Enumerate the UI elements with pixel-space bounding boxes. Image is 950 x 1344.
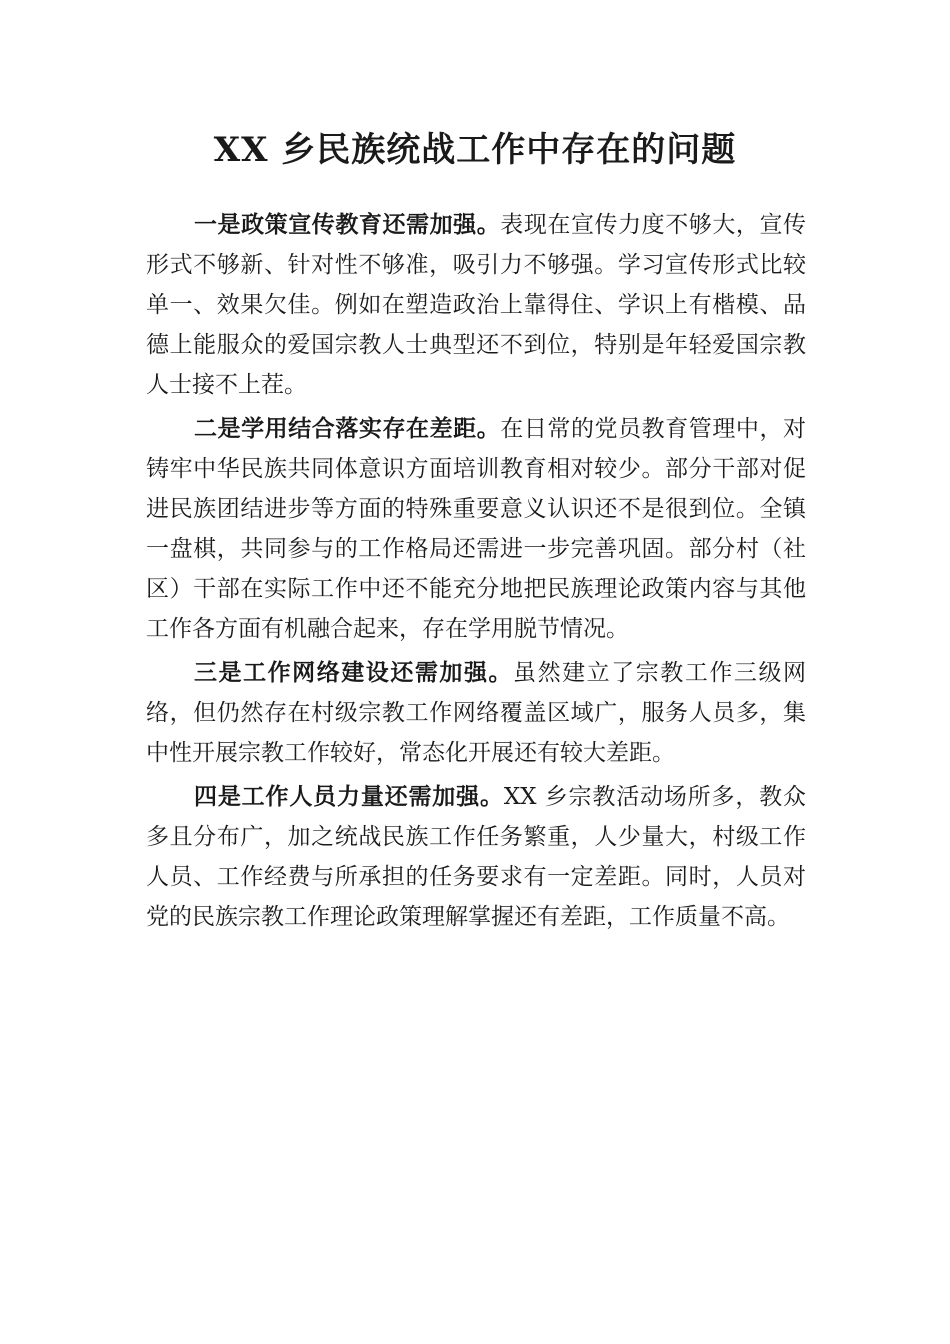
paragraph-3 <box>146 653 806 773</box>
paragraph-2 <box>146 409 806 649</box>
paragraph-2-text: 在日常的党员教育管理中，对铸牢中华民族共同体意识方面培训教育相对较少。部分干部对促进民族团结进步等方面的特殊重要意义认识还不是很到位。全镇一盘棋，共同参与的工作格局还需进一步完善巩固。部分村（社区）干部在实际工作中还不能充分地把民族理论政策内容与其他工作各方面有机融合起来，存在学用脱节情况。 <box>146 416 807 642</box>
paragraph-4 <box>146 777 806 937</box>
paragraph-1-heading: 一是政策宣传教育还需加强。 <box>194 212 501 238</box>
document-body <box>146 205 806 941</box>
paragraph-4-text: XX 乡宗教活动场所多，教众多且分布广，加之统战民族工作任务繁重，人少量大，村级工作人员、工作经费与所承担的任务要求有一定差距。同时，人员对党的民族宗教工作理论政策理解掌握还有差距，工作质量不高。 <box>146 784 807 930</box>
paragraph-1-text: 表现在宣传力度不够大，宣传形式不够新、针对性不够准，吸引力不够强。学习宣传形式比较单一、效果欠佳。例如在塑造政治上靠得住、学识上有楷模、品德上能服众的爱国宗教人士典型还不到位，特别是年轻爱国宗教人士接不上茬。 <box>146 212 807 398</box>
paragraph-1 <box>146 205 806 405</box>
paragraph-4-heading: 四是工作人员力量还需加强。 <box>194 784 504 810</box>
document-title: XX 乡民族统战工作中存在的问题 <box>213 130 737 170</box>
paragraph-2-heading: 二是学用结合落实存在差距。 <box>194 416 501 442</box>
paragraph-3-heading: 三是工作网络建设还需加强。 <box>194 660 514 686</box>
paragraph-3-text: 虽然建立了宗教工作三级网络，但仍然存在村级宗教工作网络覆盖区域广，服务人员多，集中性开展宗教工作较好，常态化开展还有较大差距。 <box>146 660 807 766</box>
